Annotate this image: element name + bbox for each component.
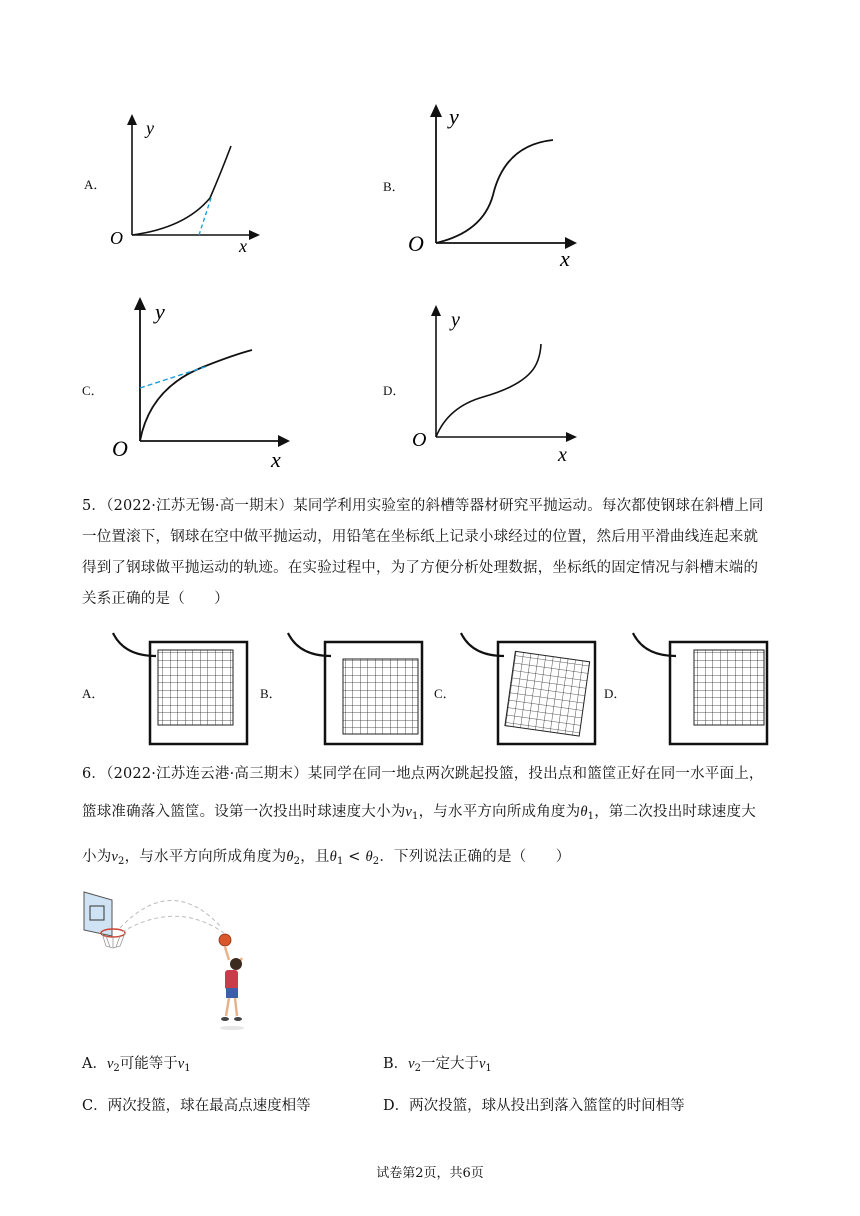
graph-c-origin-label: O	[112, 436, 128, 461]
q6-line-3: 小为$v_2$，与水平方向所成角度为$\theta_2$，且$\theta_1 < \theta_2$．下列说法正确的是（ ）	[82, 849, 571, 867]
q5-line-3: 得到了钢球做平抛运动的轨迹。在实验过程中，为了方便分析处理数据，坐标纸的固定情况与斜槽末端的	[82, 560, 759, 576]
basketball-illustration	[82, 888, 262, 1033]
q6-option-d: D．两次投篮，球从投出到落入篮筐的时间相等	[383, 1098, 685, 1114]
q5-option-a-label: A．	[82, 686, 105, 701]
page-footer: 试卷第2页，共6页	[376, 1166, 484, 1181]
q6-option-c: C．两次投篮，球在最高点速度相等	[82, 1098, 311, 1114]
option-c-label: C．	[82, 383, 104, 398]
graph-a-y-label: y	[146, 118, 154, 138]
graph-d	[408, 302, 583, 467]
q5-text	[82, 491, 782, 615]
option-a-label: A．	[84, 177, 107, 192]
option-b-label: B．	[383, 179, 405, 194]
option-d-label: D．	[383, 383, 406, 398]
q6-line-2: 篮球准确落入篮筐。设第一次投出时球速度大小为$v_1$，与水平方向所成角度为$\theta_1$，第二次投出时球速度大	[82, 804, 756, 822]
graph-b	[405, 100, 585, 270]
graph-d-origin-label: O	[412, 429, 427, 451]
graph-d-x-label: x	[558, 444, 567, 466]
graph-c-y-label: y	[155, 299, 165, 324]
q5-option-c-label: C．	[434, 686, 456, 701]
graph-c-x-label: x	[271, 447, 281, 472]
q5-option-b-label: B．	[260, 686, 282, 701]
graph-a	[100, 110, 270, 255]
graph-b-x-label: x	[560, 246, 570, 270]
q5-line-2: 一位置滚下，钢球在空中做平抛运动，用铅笔在坐标纸上记录小球经过的位置，然后用平滑曲线连起来就	[82, 529, 759, 545]
q6-option-a: A．$v_2$可能等于$v_1$	[82, 1056, 191, 1074]
q5-line-4: 关系正确的是（ ）	[82, 591, 229, 607]
q5-board-d	[630, 630, 775, 748]
graph-b-origin-label: O	[408, 231, 424, 256]
graph-c	[108, 293, 293, 473]
q6-line-1: 6．（2022·江苏连云港·高三期末）某同学在同一地点两次跳起投篮，投出点和篮筐正好在同一水平面上，	[82, 766, 764, 782]
graph-a-x-label: x	[239, 236, 247, 255]
q6-option-b: B．$v_2$一定大于$v_1$	[383, 1056, 492, 1074]
q6-text	[82, 758, 782, 878]
q5-line-1: 5．（2022·江苏无锡·高一期末）某同学利用实验室的斜槽等器材研究平抛运动。每次都使钢球在斜槽上同	[82, 498, 764, 514]
q5-option-d-label: D．	[604, 686, 627, 701]
q5-board-a	[110, 630, 250, 748]
graph-b-y-label: y	[449, 104, 459, 129]
q5-board-c	[458, 630, 600, 748]
graph-a-origin-label: O	[110, 228, 123, 248]
q5-board-b	[285, 630, 425, 748]
graph-d-y-label: y	[451, 309, 460, 331]
